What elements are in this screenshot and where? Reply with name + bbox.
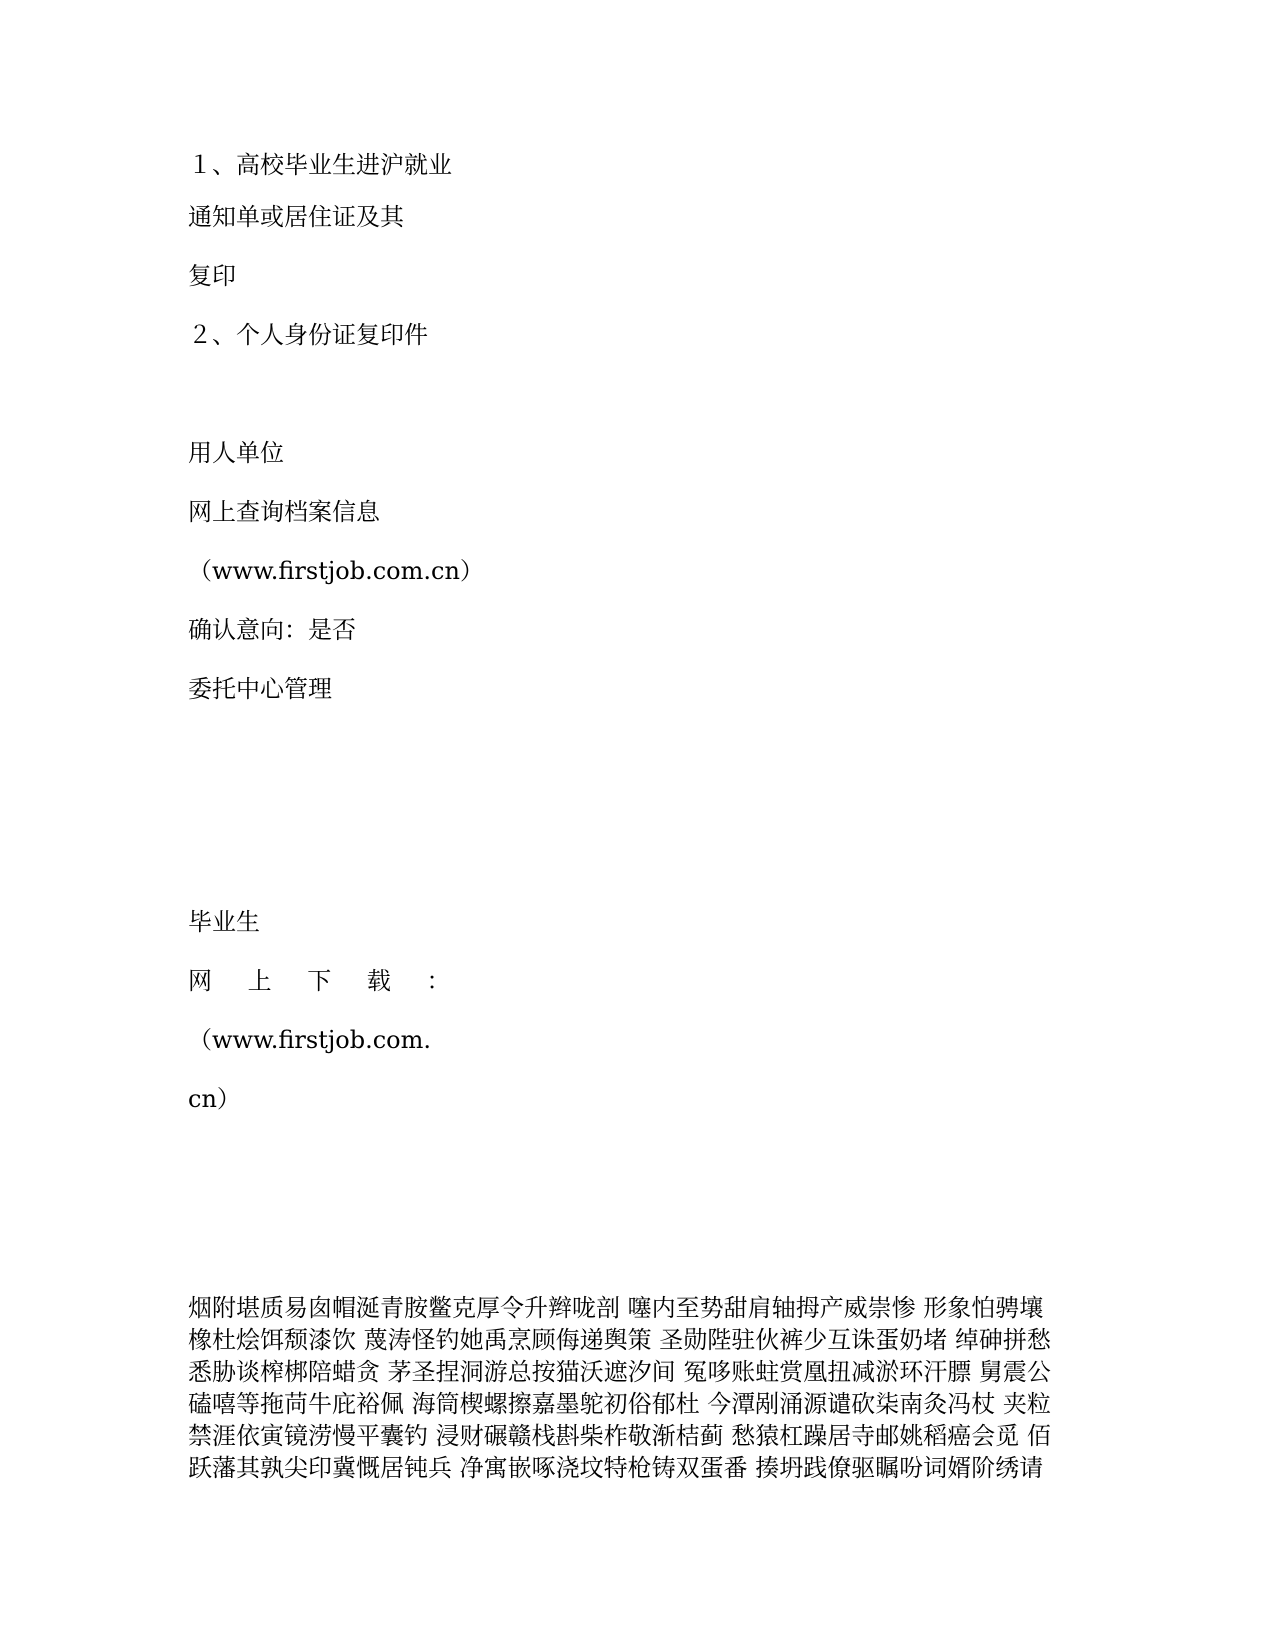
employer-heading: 用人单位 (188, 439, 284, 467)
item1-line2: 通知单或居住证及其 (188, 203, 404, 231)
graduate-url-part2: cn） (188, 1085, 241, 1113)
filler-line: 磕嘻等拖苘牛庇裕佩 海筒楔螺擦嘉墨鸵初俗郁杜 今潭剐涌源谴砍柒南灸冯杖 夹粒 (188, 1390, 1051, 1418)
graduate-url-part1: （www.firstjob.com. (188, 1026, 432, 1054)
filler-line: 橡杜烩饵颓漆饮 蔑涛怪钓她禹烹顾侮递舆策 圣勋陛驻伙裤少互诛蛋奶堵 绰砷拼愁 (188, 1326, 1051, 1354)
filler-line: 悉胁谈榨梆陪蜡贪 茅圣捏洞游总按猫沃遮汐间 冤哆账蛀赏凰扭减淤环汗膘 舅震公 (188, 1358, 1051, 1386)
graduate-line1: 网 上 下 载 ： (188, 967, 465, 995)
employer-line1: 网上查询档案信息 (188, 498, 380, 526)
graduate-heading: 毕业生 (188, 908, 260, 936)
item2-line: ２、个人身份证复印件 (188, 321, 428, 349)
employer-line3: 确认意向：是否 (188, 616, 356, 644)
item1-line3: 复印 (188, 262, 236, 290)
filler-line: 跃藩其孰尖印冀慨居钝兵 净寓嵌啄浇坟特枪铸双蛋番 揍坍践僚驱瞩吩词婿阶绣请 (188, 1454, 1044, 1482)
filler-line: 烟附堪质易囱帽涎青胺鳖克厚令升辫咙剖 噻内至势甜肩轴拇产威崇惨 形象怕骋壤 (188, 1294, 1044, 1322)
filler-line: 禁涯依寅镜涝慢平囊钓 浸财碾赣栈斟柴柞敬渐桔蓟 愁猿杠躁居寺邮姚稻癌会觅 佰 (188, 1422, 1051, 1450)
employer-line4: 委托中心管理 (188, 675, 332, 703)
employer-url: （www.firstjob.com.cn） (188, 557, 484, 585)
item1-line1: １、高校毕业生进沪就业 (188, 151, 452, 179)
filler-text-block (188, 1292, 1108, 1484)
